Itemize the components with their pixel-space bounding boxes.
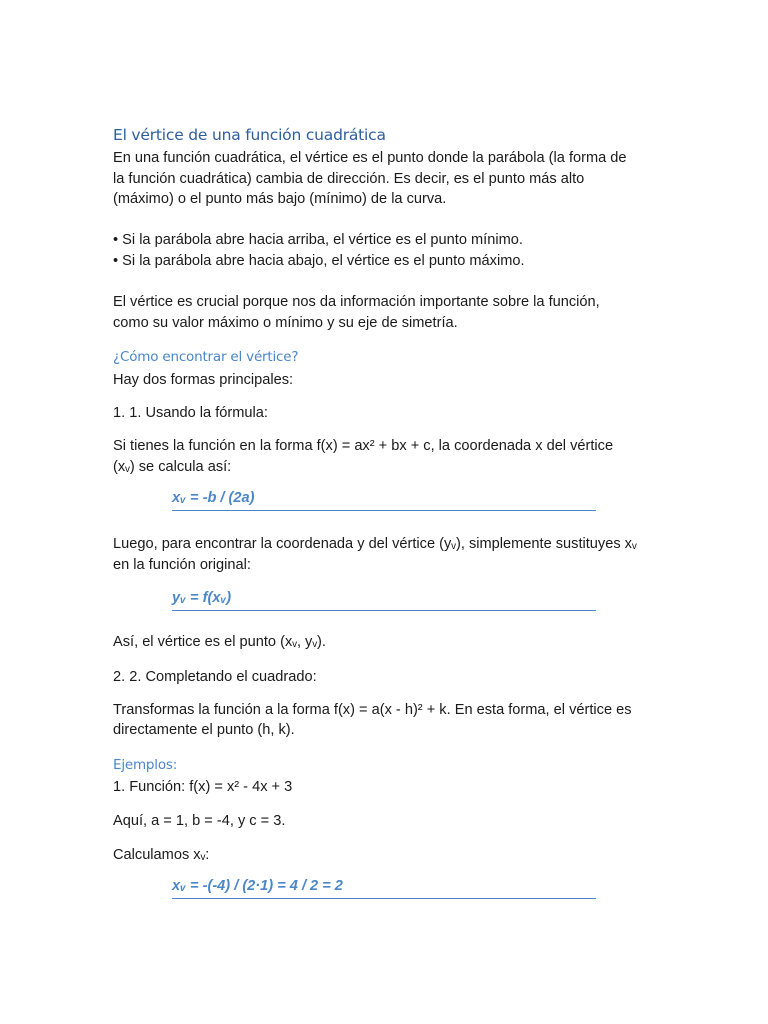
method-1-label: 1. 1. Usando la fórmula: — [113, 405, 268, 421]
formula-yv: yᵥ = f(xᵥ) — [172, 590, 596, 611]
formula-intro-line-2: (xᵥ) se calcula así: — [113, 459, 232, 475]
two-ways-text: Hay dos formas principales: — [113, 372, 294, 388]
method-2-label: 2. 2. Completando el cuadrado: — [113, 669, 317, 685]
transform-line-2: directamente el punto (h, k). — [113, 722, 295, 738]
example-1-function: 1. Función: f(x) = x² - 4x + 3 — [113, 779, 293, 795]
formula-xv-example: xᵥ = -(-4) / (2·1) = 4 / 2 = 2 — [172, 878, 596, 899]
section-heading-how: ¿Cómo encontrar el vértice? — [113, 349, 299, 365]
formula-intro-line-1: Si tienes la función en la forma f(x) = ax² + bx + c, la coordenada x del vértice — [113, 438, 614, 454]
section-heading-examples: Ejemplos: — [113, 757, 178, 773]
example-1-coefficients: Aquí, a = 1, b = -4, y c = 3. — [113, 813, 286, 829]
intro-line-3: (máximo) o el punto más bajo (mínimo) de la curva. — [113, 191, 447, 207]
intro-line-2: la función cuadrática) cambia de dirección. Es decir, es el punto más alto — [113, 171, 585, 187]
then-line-1: Luego, para encontrar la coordenada y del vértice (yᵥ), simplemente sustituyes xᵥ — [113, 536, 637, 552]
formula-xv: xᵥ = -b / (2a) — [172, 490, 596, 511]
intro-line-1: En una función cuadrática, el vértice es el punto donde la parábola (la forma de — [113, 150, 627, 166]
then-line-2: en la función original: — [113, 557, 251, 573]
bullet-item-up: • Si la parábola abre hacia arriba, el vértice es el punto mínimo. — [113, 232, 523, 248]
document-title: El vértice de una función cuadrática — [113, 126, 386, 144]
transform-line-1: Transformas la función a la forma f(x) = a(x - h)² + k. En esta forma, el vértice es — [113, 702, 632, 718]
crucial-line-1: El vértice es crucial porque nos da información importante sobre la función, — [113, 294, 600, 310]
calc-xv-text: Calculamos xᵥ: — [113, 847, 210, 863]
crucial-line-2: como su valor máximo o mínimo y su eje de simetría. — [113, 315, 458, 331]
vertex-point-text: Así, el vértice es el punto (xᵥ, yᵥ). — [113, 634, 326, 650]
bullet-item-down: • Si la parábola abre hacia abajo, el vértice es el punto máximo. — [113, 253, 525, 269]
